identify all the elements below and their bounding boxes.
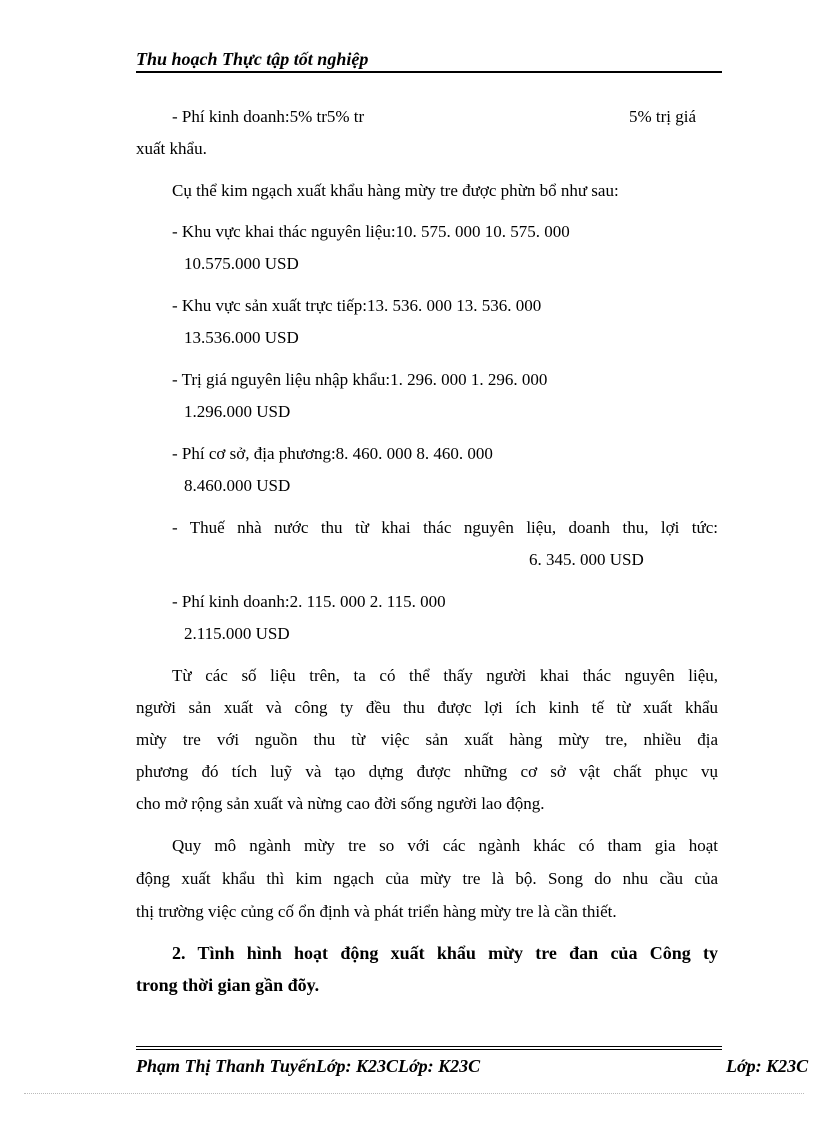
fee2-label: - Phí kinh doanh:2. 115. 000 2. 115. 000 (172, 592, 446, 611)
item-label: - Phí cơ sở, địa phương:8. 460. 000 8. 460. 000 (172, 444, 493, 463)
para2-line: động xuất khẩu thì kim ngạch của mừy tre là bộ. Song do nhu cầu của (136, 869, 718, 888)
fee2-value: 2.115.000 USD (184, 624, 290, 643)
para1-line: Từ các số liệu trên, ta có thể thấy người khai thác nguyên liệu, (172, 666, 718, 685)
tax-label: - Thuế nhà nước thu từ khai thác nguyên liệu, doanh thu, lợi tức: (172, 518, 718, 537)
section-heading: 2. Tình hình hoạt động xuất khẩu mừy tre đan của Công ty (172, 943, 718, 963)
footer-author: Phạm Thị Thanh TuyếnLớp: K23CLớp: K23C (136, 1056, 481, 1076)
para1-line: người sản xuất và công ty đều thu được lợi ích kinh tế từ xuất khẩu (136, 698, 718, 717)
para1-line: cho mở rộng sản xuất và nừng cao đời sống người lao động. (136, 794, 545, 813)
item-value: 8.460.000 USD (184, 476, 291, 495)
fee-line-left: - Phí kinh doanh:5% tr5% tr (172, 107, 365, 126)
fee-line-continuation: xuất khẩu. (136, 139, 207, 158)
footer-rule (136, 1046, 722, 1047)
item-value: 1.296.000 USD (184, 402, 291, 421)
footer-rule (136, 1049, 722, 1050)
para1-line: phương đó tích luỹ và tạo dựng được những cơ sở vật chất phục vụ (136, 762, 718, 781)
para2-line: Quy mô ngành mừy tre so với các ngành khác có tham gia hoạt (172, 836, 718, 855)
para1-line: mừy tre với nguồn thu từ việc sản xuất hàng mừy tre, nhiều địa (136, 730, 718, 749)
tax-value: 6. 345. 000 USD (529, 550, 644, 569)
item-label: - Trị giá nguyên liệu nhập khẩu:1. 296. 000 1. 296. 000 (172, 370, 548, 389)
item-value: 13.536.000 USD (184, 328, 299, 347)
page-bottom-divider (24, 1093, 804, 1094)
page-header-title: Thu hoạch Thực tập tốt nghiệp (136, 49, 722, 73)
intro-text: Cụ thể kim ngạch xuất khẩu hàng mừy tre được phừn bổ như sau: (172, 181, 619, 200)
para2-line: thị trường việc củng cố ổn định và phát triển hàng mừy tre là cần thiết. (136, 902, 617, 921)
item-label: - Khu vực sản xuất trực tiếp:13. 536. 000 13. 536. 000 (172, 296, 542, 315)
footer-class: Lớp: K23C (726, 1056, 809, 1076)
item-value: 10.575.000 USD (184, 254, 299, 273)
section-heading: trong thời gian gần đõy. (136, 975, 320, 995)
item-label: - Khu vực khai thác nguyên liệu:10. 575. 000 10. 575. 000 (172, 222, 570, 241)
fee-line-right: 5% trị giá (629, 107, 697, 126)
